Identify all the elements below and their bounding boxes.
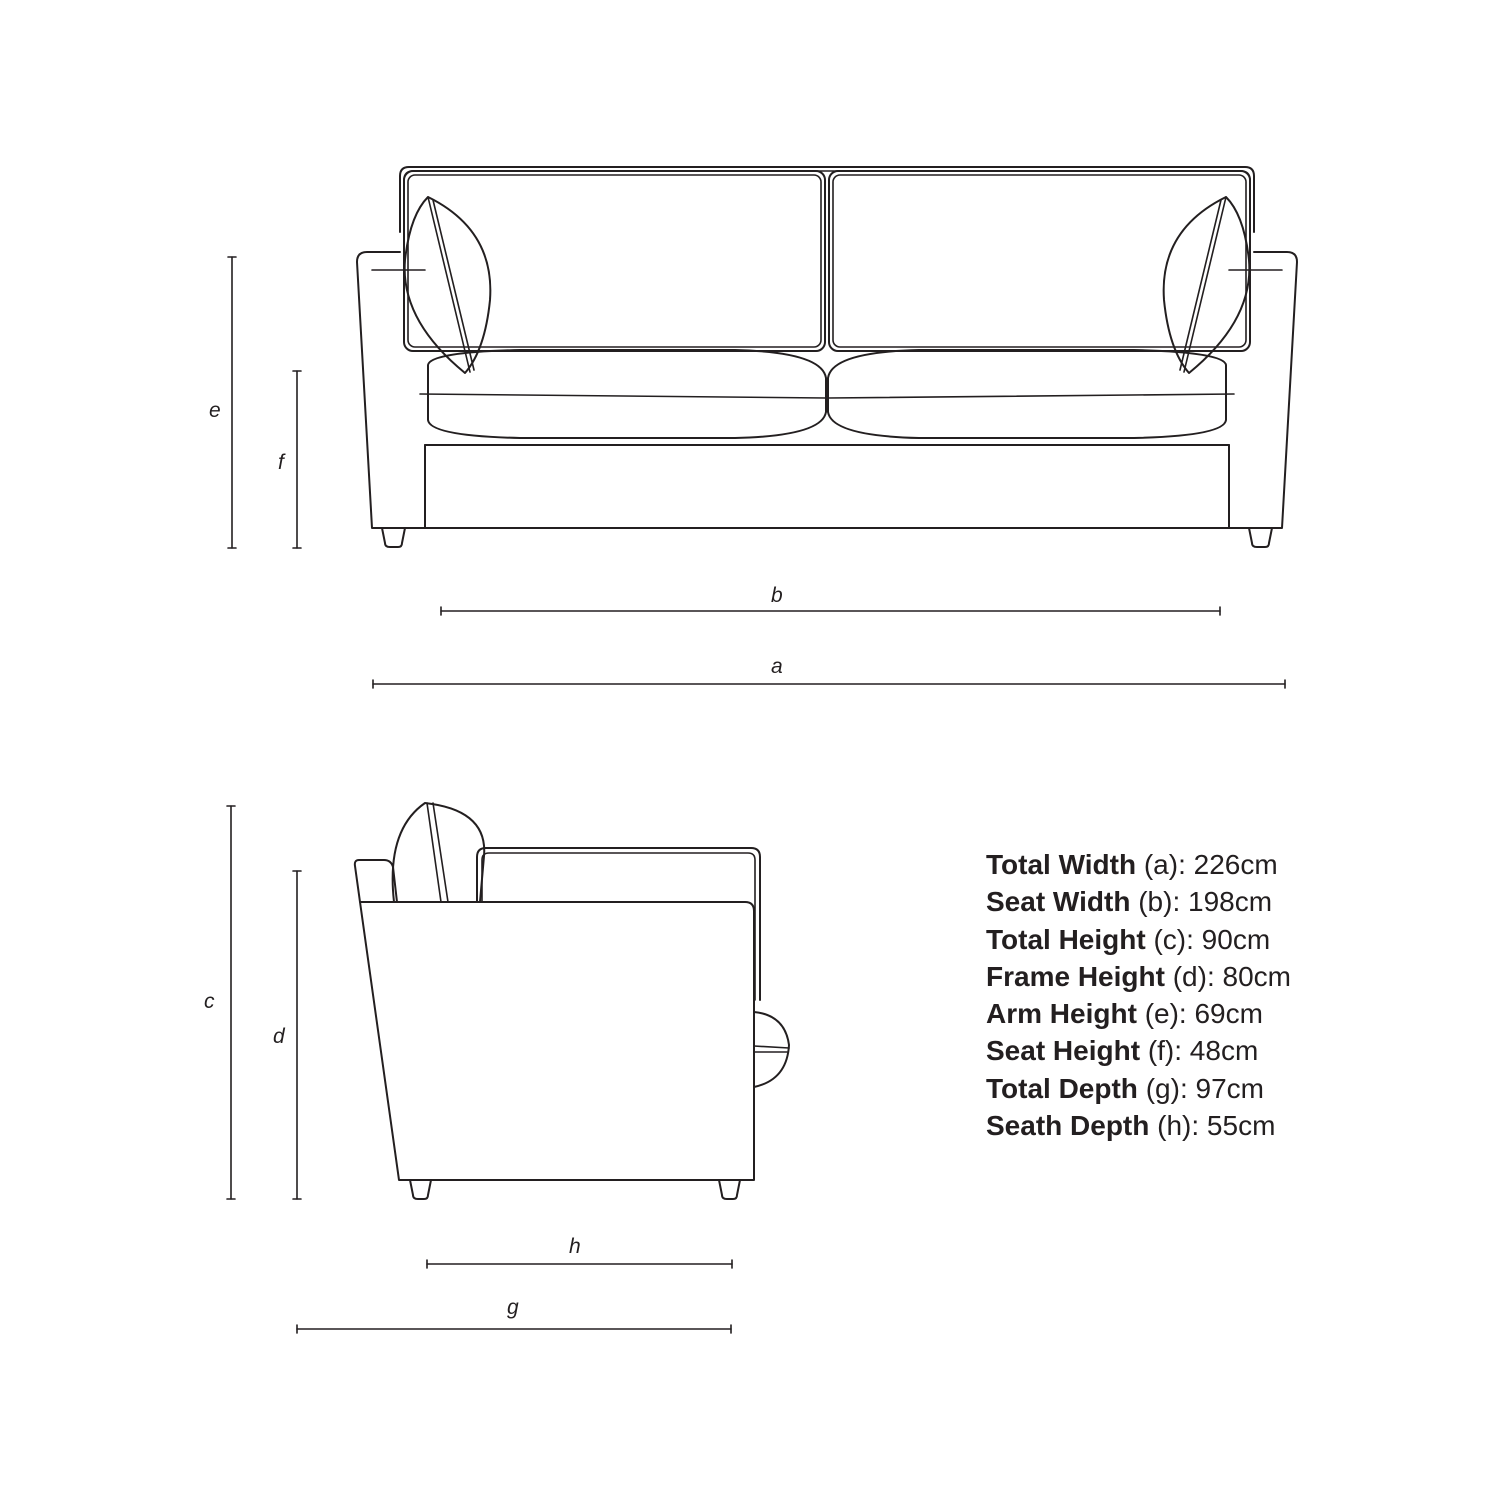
spec-total-width [986, 846, 1291, 883]
spec-key: (g) [1145, 1072, 1180, 1104]
side-body [360, 902, 754, 1180]
spec-value: : 198cm [1172, 886, 1273, 918]
front-back-cushion-left [404, 171, 825, 351]
front-back-frame [400, 167, 1254, 232]
spec-value: : 226cm [1178, 849, 1278, 880]
spec-seat-depth [986, 1107, 1291, 1144]
spec-label: Seat Height [986, 1035, 1141, 1067]
side-foot-left [410, 1180, 431, 1199]
spec-seat-height [986, 1032, 1291, 1069]
dimension-c [227, 806, 235, 1199]
dimension-label-f: f [278, 451, 284, 474]
side-foot-right [719, 1180, 740, 1199]
spec-total-depth [986, 1070, 1291, 1107]
front-foot-left [382, 528, 405, 547]
dimension-label-d: d [273, 1025, 285, 1048]
spec-label: Total Width [986, 849, 1137, 880]
dimension-h [427, 1260, 732, 1268]
front-arm-left [357, 252, 425, 528]
dimension-label-h: h [569, 1235, 581, 1258]
dimension-b [441, 607, 1220, 615]
sofa-front-view [357, 167, 1297, 547]
spec-label: Arm Height [986, 998, 1137, 1030]
spec-label: Seath Depth [986, 1110, 1150, 1142]
spec-frame-height [986, 958, 1291, 995]
spec-key: (e) [1144, 998, 1179, 1030]
dimension-label-e: e [209, 399, 221, 422]
dimension-e [228, 257, 236, 548]
spec-key: (f) [1147, 1035, 1175, 1067]
spec-seat-width [986, 883, 1291, 920]
spec-label: Total Depth [986, 1072, 1138, 1104]
spec-key: (c) [1153, 923, 1187, 955]
spec-key: (h) [1157, 1110, 1192, 1142]
front-back-cushion-right [829, 171, 1250, 351]
spec-key: (a) [1143, 849, 1179, 880]
side-back-cushion [477, 848, 760, 1000]
spec-value: : 48cm [1174, 1035, 1259, 1067]
dimension-label-a: a [771, 655, 783, 678]
spec-value: : 69cm [1178, 998, 1263, 1030]
side-back-frame [355, 860, 397, 902]
dimension-label-g: g [507, 1296, 519, 1319]
front-arm-right [1229, 252, 1297, 528]
dimension-g [297, 1325, 731, 1333]
front-foot-right [1249, 528, 1272, 547]
dimension-lines [227, 257, 1285, 1333]
dimension-label-c: c [204, 990, 215, 1013]
spec-value: : 55cm [1191, 1110, 1276, 1142]
dimension-a [373, 680, 1285, 688]
spec-label: Total Height [986, 923, 1146, 955]
spec-arm-height [986, 995, 1291, 1032]
sofa-side-view [355, 803, 789, 1199]
spec-value: : 80cm [1206, 960, 1291, 992]
dimension-label-b: b [771, 584, 783, 607]
dimension-spec-list [986, 846, 1291, 1144]
dimension-d [293, 871, 301, 1199]
spec-key: (b) [1138, 886, 1173, 918]
spec-value: : 97cm [1179, 1072, 1264, 1104]
spec-label: Frame Height [986, 960, 1165, 992]
front-base [425, 445, 1229, 528]
spec-label: Seat Width [986, 886, 1131, 918]
spec-total-height [986, 921, 1291, 958]
side-seat-cushion-front [754, 1012, 789, 1087]
dimension-f [293, 371, 301, 548]
spec-key: (d) [1172, 960, 1207, 992]
spec-value: : 90cm [1186, 923, 1271, 955]
